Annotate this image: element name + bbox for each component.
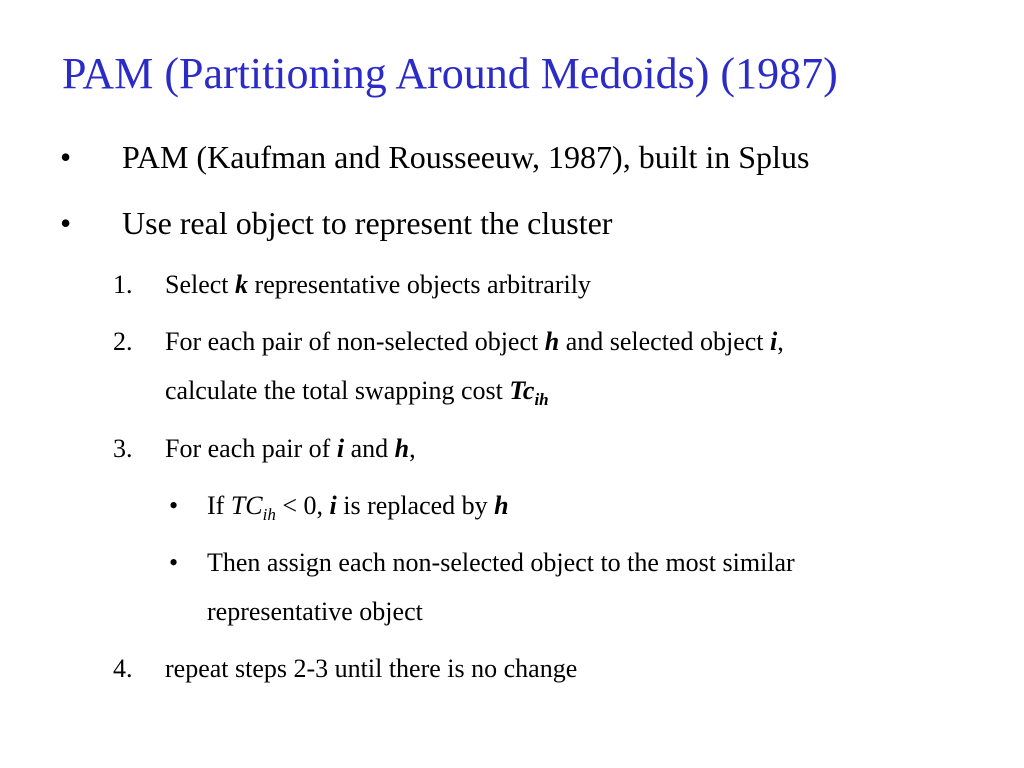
sub-text-line1: Then assign each non-selected object to the most similar (207, 548, 795, 577)
var-tc: TC (230, 491, 263, 520)
step-3-sub-bullet-2 (169, 546, 795, 580)
sub-text-mid: < 0, (275, 491, 330, 520)
step-1 (113, 268, 591, 302)
bullet-point-2 (60, 203, 613, 243)
var-i: i (329, 491, 337, 520)
step-number: 1. (113, 270, 133, 299)
sub-bullet-marker: • (169, 491, 179, 520)
step-2-continuation (165, 374, 549, 408)
page-title: PAM (Partitioning Around Medoids) (1987) (62, 49, 838, 98)
step-number: 4. (113, 654, 133, 683)
var-h: h (394, 434, 410, 463)
step-text: repeat steps 2-3 until there is no change (165, 654, 578, 683)
bullet-point-1 (60, 137, 810, 177)
bullet-marker: • (60, 205, 72, 241)
step-text-line2: calculate the total swapping cost (165, 376, 510, 405)
var-h: h (494, 491, 509, 520)
sub-bullet-marker: • (169, 548, 179, 577)
step-3-sub-bullet-2-continuation (207, 595, 423, 629)
var-h: h (544, 327, 560, 356)
var-tc: Tc (509, 376, 535, 405)
step-2 (113, 325, 784, 359)
step-number: 2. (113, 327, 133, 356)
step-3 (113, 432, 416, 466)
bullet-text: Use real object to represent the cluster (122, 205, 613, 241)
var-tc-subscript: ih (262, 505, 276, 524)
step-4 (113, 652, 578, 686)
step-text-pre: For each pair of non-selected object (165, 327, 545, 356)
step-text-post: , (777, 327, 784, 356)
sub-text-line2: representative object (207, 597, 423, 626)
step-3-sub-bullet-1 (169, 489, 509, 524)
sub-text-mid2: is replaced by (336, 491, 495, 520)
step-text-mid: and selected object (559, 327, 770, 356)
step-text-pre: For each pair of (165, 434, 337, 463)
step-text-pre: Select (165, 270, 236, 299)
step-number: 3. (113, 434, 133, 463)
var-i: i (770, 327, 778, 356)
var-k: k (235, 270, 249, 299)
bullet-text: PAM (Kaufman and Rousseeuw, 1987), built in Splus (122, 139, 810, 175)
bullet-marker: • (60, 139, 72, 175)
var-i: i (336, 434, 345, 463)
step-text-post: representative objects arbitrarily (248, 270, 591, 299)
sub-text-pre: If (207, 491, 231, 520)
var-tc-subscript: ih (534, 390, 549, 409)
step-text-mid: and (344, 434, 395, 463)
step-text-post: , (409, 434, 416, 463)
